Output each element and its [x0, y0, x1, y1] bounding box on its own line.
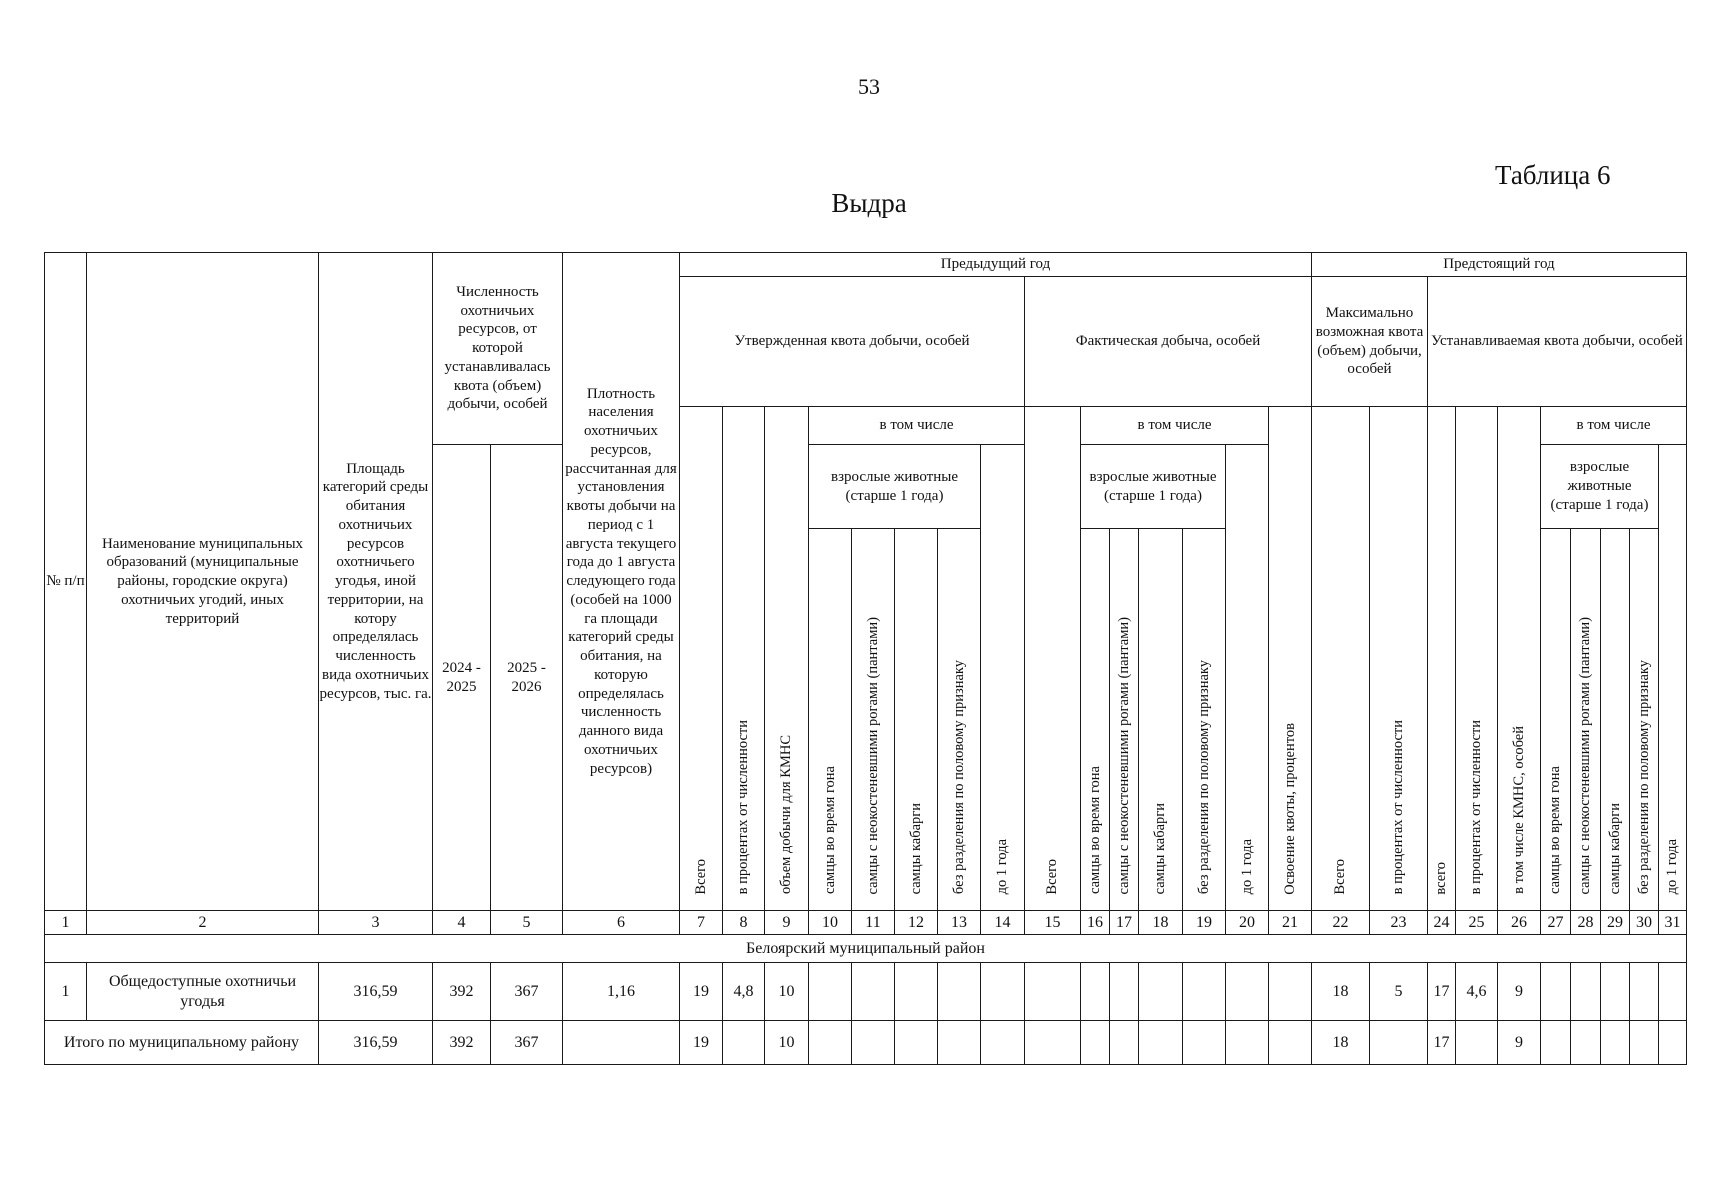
header-max-percent: в процентах от численности [1370, 407, 1428, 911]
header-set-kmns: в том числе КМНС, особей [1498, 407, 1541, 911]
quota-table [44, 252, 1687, 1065]
cell-empty [1630, 963, 1659, 1021]
cell-empty [1601, 963, 1630, 1021]
cell-empty [981, 1021, 1025, 1065]
header-municipality: Наименование муниципальных образований (муниципальные районы, городские округа) охотничьих угодий, иных территорий [87, 253, 319, 911]
column-number: 5 [491, 911, 563, 935]
header-actual-adults: взрослые животные (старше 1 года) [1081, 445, 1226, 529]
cell-empty [852, 1021, 895, 1065]
cell-empty [1025, 963, 1081, 1021]
header-approved-quota: Утвержденная квота добычи, особей [680, 277, 1025, 407]
column-number: 29 [1601, 911, 1630, 935]
column-number: 2 [87, 911, 319, 935]
column-number: 11 [852, 911, 895, 935]
header-year-2024: 2024 - 2025 [433, 445, 491, 911]
cell-empty [1630, 1021, 1659, 1065]
total-row [45, 1021, 1687, 1065]
cell-population-2025: 367 [491, 963, 563, 1021]
cell-empty [1139, 963, 1183, 1021]
cell-empty [1183, 1021, 1226, 1065]
header-actual-under-one: до 1 года [1226, 445, 1269, 911]
cell-approved-percent: 4,8 [723, 963, 765, 1021]
total-approved-total: 19 [680, 1021, 723, 1065]
total-set-kmns: 9 [1498, 1021, 1541, 1065]
cell-approved-total: 19 [680, 963, 723, 1021]
column-number: 4 [433, 911, 491, 935]
header-previous-year: Предыдущий год [680, 253, 1312, 277]
column-number: 13 [938, 911, 981, 935]
column-number: 23 [1370, 911, 1428, 935]
header-row-number: № п/п [45, 253, 87, 911]
cell-set-total: 17 [1428, 963, 1456, 1021]
cell-empty [1659, 1021, 1687, 1065]
total-population-2024: 392 [433, 1021, 491, 1065]
cell-empty [1541, 1021, 1571, 1065]
page-number: 53 [858, 74, 880, 99]
cell-empty [563, 1021, 680, 1065]
cell-territory-name: Общедоступные охотничьи угодья [87, 963, 319, 1021]
header-density: Плотность населения охотничьих ресурсов, рассчитанная для установления квоты добычи на период с 1 августа текущего года до 1 августа следующего года (особей на 1000 га площади категорий среды обитания, на которую определялась численность данного вида охотничьих ресурсов) [563, 253, 680, 911]
header-approved-including: в том числе [809, 407, 1025, 445]
cell-max-percent: 5 [1370, 963, 1428, 1021]
cell-empty [1081, 963, 1110, 1021]
header-approved-velvet: самцы с неокостеневшими рогами (пантами) [852, 529, 895, 911]
header-approved-adults: взрослые животные (старше 1 года) [809, 445, 981, 529]
header-set-rut: самцы во время гона [1541, 529, 1571, 911]
cell-empty [1269, 963, 1312, 1021]
column-number: 18 [1139, 911, 1183, 935]
cell-set-percent: 4,6 [1456, 963, 1498, 1021]
table-label: Таблица 6 [1495, 160, 1611, 190]
column-number: 16 [1081, 911, 1110, 935]
header-approved-rut: самцы во время гона [809, 529, 852, 911]
header-actual-including: в том числе [1081, 407, 1269, 445]
column-number: 17 [1110, 911, 1139, 935]
cell-empty [1226, 1021, 1269, 1065]
header-actual-nosex: без разделения по половому признаку [1183, 529, 1226, 911]
column-number: 8 [723, 911, 765, 935]
cell-empty [809, 963, 852, 1021]
header-actual-harvest: Фактическая добыча, особей [1025, 277, 1312, 407]
cell-empty [1601, 1021, 1630, 1065]
cell-population-2024: 392 [433, 963, 491, 1021]
header-set-adults: взрослые животные (старше 1 года) [1541, 445, 1659, 529]
cell-empty [1226, 963, 1269, 1021]
cell-empty [1456, 1021, 1498, 1065]
cell-empty [1183, 963, 1226, 1021]
document-title: Выдра [831, 188, 907, 218]
cell-empty [981, 963, 1025, 1021]
header-set-total: всего [1428, 407, 1456, 911]
header-set-including: в том числе [1541, 407, 1687, 445]
header-actual-total: Всего [1025, 407, 1081, 911]
total-population-2025: 367 [491, 1021, 563, 1065]
column-number: 12 [895, 911, 938, 935]
header-actual-musk: самцы кабарги [1139, 529, 1183, 911]
column-number: 30 [1630, 911, 1659, 935]
column-number: 25 [1456, 911, 1498, 935]
header-actual-velvet: самцы с неокостеневшими рогами (пантами) [1110, 529, 1139, 911]
column-number: 9 [765, 911, 809, 935]
cell-empty [1139, 1021, 1183, 1065]
header-set-musk: самцы кабарги [1601, 529, 1630, 911]
column-number: 14 [981, 911, 1025, 935]
district-header: Белоярский муниципальный район [45, 935, 1687, 963]
column-number: 1 [45, 911, 87, 935]
column-number: 6 [563, 911, 680, 935]
column-number: 26 [1498, 911, 1541, 935]
header-quota-usage: Освоение квоты, процентов [1269, 407, 1312, 911]
cell-empty [1025, 1021, 1081, 1065]
header-max-total: Всего [1312, 407, 1370, 911]
cell-empty [1110, 1021, 1139, 1065]
cell-approved-kmns: 10 [765, 963, 809, 1021]
cell-empty [938, 963, 981, 1021]
header-approved-percent: в процентах от численности [723, 407, 765, 911]
header-approved-nosex: без разделения по половому признаку [938, 529, 981, 911]
column-number: 10 [809, 911, 852, 935]
table-row [45, 963, 1687, 1021]
total-area: 316,59 [319, 1021, 433, 1065]
header-approved-kmns: объем добычи для КМНС [765, 407, 809, 911]
cell-max-total: 18 [1312, 963, 1370, 1021]
column-number: 27 [1541, 911, 1571, 935]
column-number: 19 [1183, 911, 1226, 935]
header-approved-musk: самцы кабарги [895, 529, 938, 911]
cell-empty [1659, 963, 1687, 1021]
cell-empty [938, 1021, 981, 1065]
header-approved-total: Всего [680, 407, 723, 911]
cell-empty [1269, 1021, 1312, 1065]
cell-empty [809, 1021, 852, 1065]
header-max-quota: Максимально возможная квота (объем) добычи, особей [1312, 277, 1428, 407]
header-set-nosex: без разделения по половому признаку [1630, 529, 1659, 911]
cell-empty [1571, 963, 1601, 1021]
header-set-quota: Устанавливаемая квота добычи, особей [1428, 277, 1687, 407]
cell-empty [852, 963, 895, 1021]
cell-row-number: 1 [45, 963, 87, 1021]
cell-area: 316,59 [319, 963, 433, 1021]
cell-empty [1541, 963, 1571, 1021]
header-actual-rut: самцы во время гона [1081, 529, 1110, 911]
column-number: 22 [1312, 911, 1370, 935]
cell-empty [895, 963, 938, 1021]
cell-empty [895, 1021, 938, 1065]
column-number: 24 [1428, 911, 1456, 935]
column-number: 7 [680, 911, 723, 935]
total-approved-kmns: 10 [765, 1021, 809, 1065]
cell-set-kmns: 9 [1498, 963, 1541, 1021]
header-upcoming-year: Предстоящий год [1312, 253, 1687, 277]
cell-empty [1081, 1021, 1110, 1065]
header-year-2025: 2025 - 2026 [491, 445, 563, 911]
column-number: 28 [1571, 911, 1601, 935]
header-set-velvet: самцы с неокостеневшими рогами (пантами) [1571, 529, 1601, 911]
column-number: 15 [1025, 911, 1081, 935]
column-number: 20 [1226, 911, 1269, 935]
cell-empty [1110, 963, 1139, 1021]
total-max-total: 18 [1312, 1021, 1370, 1065]
header-population: Численность охотничьих ресурсов, от которой устанавливалась квота (объем) добычи, особей [433, 253, 563, 445]
column-number: 3 [319, 911, 433, 935]
header-set-under-one: до 1 года [1659, 445, 1687, 911]
column-number: 31 [1659, 911, 1687, 935]
total-set-total: 17 [1428, 1021, 1456, 1065]
cell-density: 1,16 [563, 963, 680, 1021]
total-label: Итого по муниципальному району [45, 1021, 319, 1065]
header-area: Площадь категорий среды обитания охотничьих ресурсов охотничьего угодья, иной территории, на котору определялась численность вида охотничьих ресурсов, тыс. га. [319, 253, 433, 911]
header-approved-under-one: до 1 года [981, 445, 1025, 911]
cell-empty [1571, 1021, 1601, 1065]
cell-empty [723, 1021, 765, 1065]
header-set-percent: в процентах от численности [1456, 407, 1498, 911]
column-number: 21 [1269, 911, 1312, 935]
column-number-row [45, 911, 1687, 935]
cell-empty [1370, 1021, 1428, 1065]
